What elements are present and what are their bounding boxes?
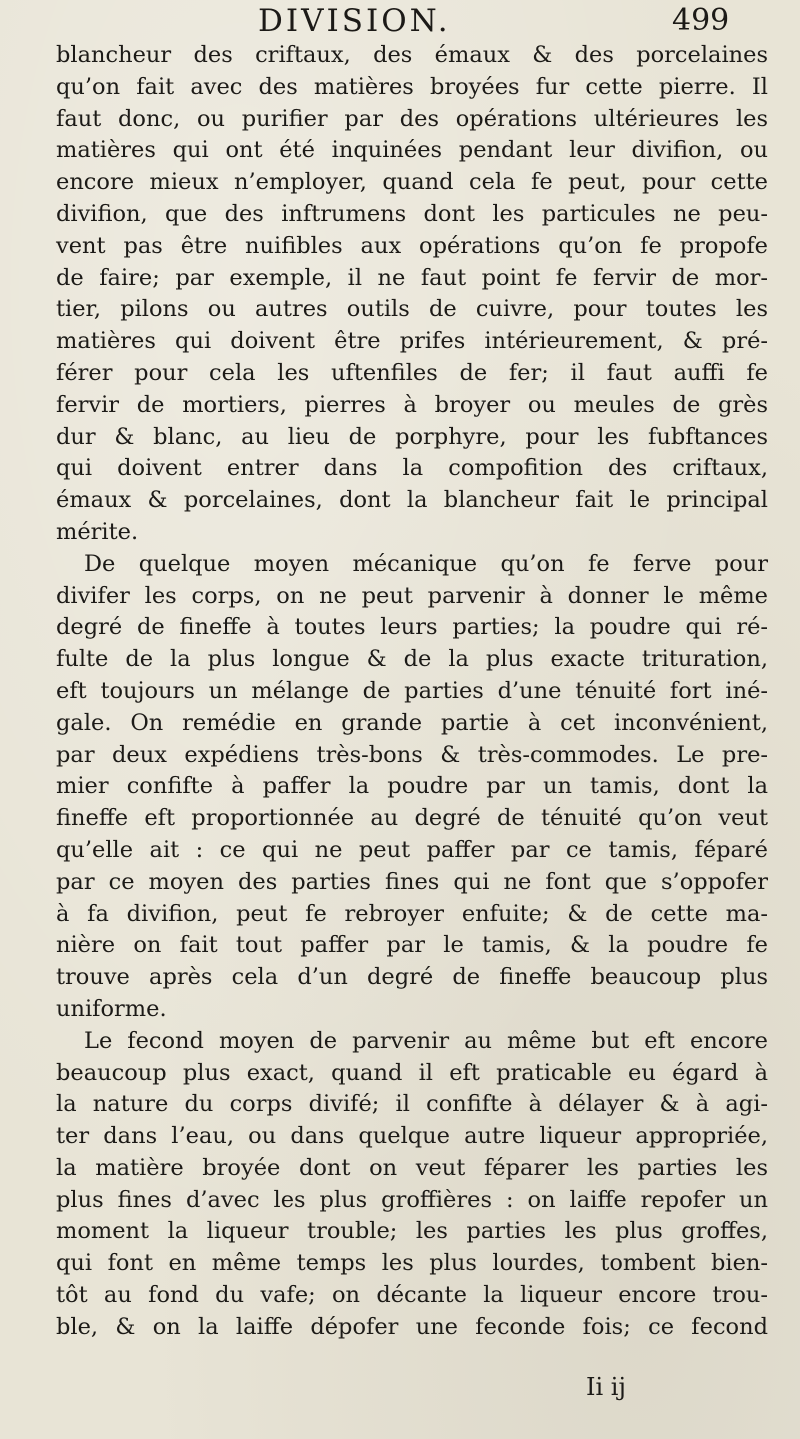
text-line: divifion, que des inftrumens dont les particules ne peu- (56, 200, 768, 227)
text-line: dur & blanc, au lieu de porphyre, pour les fubftances (56, 423, 768, 450)
text-line: gale. On remédie en grande partie à cet inconvénient, (56, 709, 768, 736)
page-header (0, 4, 800, 38)
text-line: plus fines d’avec les plus groffières : on laiffe repofer un (56, 1186, 768, 1213)
text-line: mérite. (56, 518, 139, 545)
text-line: moment la liqueur trouble; les parties les plus groffes, (56, 1218, 768, 1245)
text-line: la nature du corps divifé; il confifte à délayer & à agi- (56, 1091, 768, 1118)
text-line: la matière broyée dont on veut féparer les parties les (56, 1154, 768, 1181)
text-line: à fa divifion, peut fe rebroyer enfuite; & de cette ma- (56, 900, 768, 927)
text-line: divifer les corps, on ne peut parvenir à donner le même (56, 582, 768, 609)
text-line: ble, & on la laiffe dépofer une feconde fois; ce fecond (56, 1313, 768, 1340)
text-line: qui doivent entrer dans la compofition des criftaux, (56, 455, 768, 482)
text-line: tôt au fond du vafe; on décante la liqueur encore trou- (56, 1282, 768, 1309)
signature-mark: Ii ij (586, 1373, 626, 1401)
running-title: DIVISION. (258, 3, 451, 39)
text-line: fervir de mortiers, pierres à broyer ou meules de grès (56, 391, 768, 418)
text-line: fineffe eft proportionnée au degré de ténuité qu’on veut (56, 805, 768, 832)
text-line: nière on fait tout paffer par le tamis, & la poudre fe (56, 932, 768, 959)
page-number: 499 (672, 3, 730, 38)
text-line: émaux & porcelaines, dont la blancheur fait le principal (56, 487, 768, 514)
text-line: par deux expédiens très-bons & très-commodes. Le pre- (56, 741, 768, 768)
text-line: eft toujours un mélange de parties d’une ténuité fort iné- (56, 677, 768, 704)
text-line: qui font en même temps les plus lourdes, tombent bien- (56, 1250, 768, 1277)
text-line: ter dans l’eau, ou dans quelque autre liqueur appropriée, (56, 1123, 768, 1150)
text-line: uniforme. (56, 995, 167, 1022)
text-line: blancheur des criftaux, des émaux & des porcelaines (56, 42, 768, 68)
text-line: de faire; par exemple, il ne faut point fe fervir de mor- (56, 264, 768, 291)
text-line: faut donc, ou purifier par des opérations ultérieures les (56, 105, 768, 132)
text-line: vent pas être nuifibles aux opérations qu’on fe propofe (56, 232, 768, 259)
text-line: par ce moyen des parties fines qui ne font que s’oppofer (56, 868, 768, 895)
text-line: De quelque moyen mécanique qu’on fe ferve pour (84, 550, 768, 577)
text-line: mier confifte à paffer la poudre par un tamis, dont la (56, 773, 768, 800)
text-line: fulte de la plus longue & de la plus exacte trituration, (56, 646, 768, 673)
text-line: degré de fineffe à toutes leurs parties; la poudre qui ré- (56, 614, 768, 641)
text-line: tier, pilons ou autres outils de cuivre, pour toutes les (56, 296, 768, 323)
text-line: qu’elle ait : ce qui ne peut paffer par ce tamis, féparé (56, 836, 768, 863)
text-line: beaucoup plus exact, quand il eft praticable eu égard à (56, 1059, 768, 1086)
body-text (56, 40, 768, 1344)
text-line: férer pour cela les uftenfiles de fer; il faut auffi fe (56, 359, 768, 386)
text-line: qu’on fait avec des matières broyées fur cette pierre. Il (56, 73, 768, 100)
text-line: matières qui ont été inquinées pendant leur divifion, ou (56, 137, 768, 164)
text-line: Le fecond moyen de parvenir au même but eft encore (84, 1027, 768, 1054)
text-line: matières qui doivent être prifes intérieurement, & pré- (56, 328, 768, 355)
text-line: trouve après cela d’un degré de fineffe beaucoup plus (56, 964, 768, 991)
text-line: encore mieux n’employer, quand cela fe peut, pour cette (56, 169, 768, 196)
